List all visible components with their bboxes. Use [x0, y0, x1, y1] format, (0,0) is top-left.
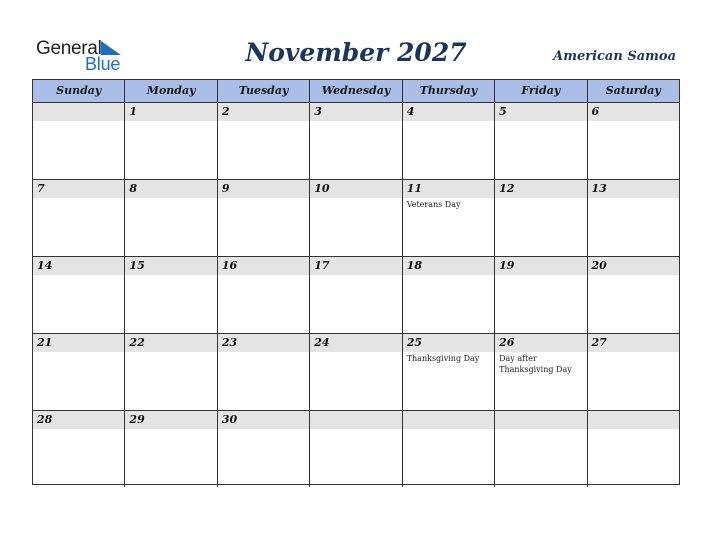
day-number: 1	[125, 103, 216, 121]
day-cell[interactable]	[218, 334, 310, 410]
weekday-monday: Monday	[125, 80, 217, 102]
day-number: 27	[588, 334, 679, 352]
weeks-container	[33, 103, 679, 487]
day-number: 7	[33, 180, 124, 198]
holiday-label: Veterans Day	[406, 200, 461, 209]
weekday-header	[33, 80, 679, 103]
day-number	[495, 411, 586, 429]
day-number	[403, 411, 494, 429]
day-number: 10	[310, 180, 401, 198]
day-cell[interactable]	[33, 411, 125, 487]
day-cell[interactable]	[33, 180, 125, 256]
day-cell[interactable]	[33, 103, 125, 179]
day-cell[interactable]	[310, 411, 402, 487]
day-cell[interactable]	[310, 334, 402, 410]
day-number: 12	[495, 180, 586, 198]
day-number: 19	[495, 257, 586, 275]
day-number: 6	[588, 103, 679, 121]
day-number: 9	[218, 180, 309, 198]
day-cell[interactable]	[588, 334, 679, 410]
day-number	[310, 411, 401, 429]
day-number: 11	[403, 180, 494, 198]
day-number	[33, 103, 124, 121]
day-cell[interactable]	[495, 180, 587, 256]
day-number: 20	[588, 257, 679, 275]
day-number: 13	[588, 180, 679, 198]
day-cell[interactable]	[588, 103, 679, 179]
day-cell[interactable]	[403, 411, 495, 487]
day-cell[interactable]	[495, 103, 587, 179]
day-cell[interactable]	[310, 103, 402, 179]
calendar-grid	[32, 79, 680, 485]
day-number: 16	[218, 257, 309, 275]
day-number: 23	[218, 334, 309, 352]
day-number: 28	[33, 411, 124, 429]
day-cell[interactable]	[495, 334, 587, 410]
day-cell[interactable]	[33, 257, 125, 333]
day-cell[interactable]	[403, 103, 495, 179]
day-cell[interactable]	[588, 180, 679, 256]
day-number: 3	[310, 103, 401, 121]
day-number: 22	[125, 334, 216, 352]
region-name: American Samoa	[553, 49, 676, 64]
weekday-thursday: Thursday	[403, 80, 495, 102]
day-number: 4	[403, 103, 494, 121]
day-number: 14	[33, 257, 124, 275]
day-cell[interactable]	[218, 103, 310, 179]
day-cell[interactable]	[403, 180, 495, 256]
day-cell[interactable]	[125, 411, 217, 487]
weekday-wednesday: Wednesday	[310, 80, 402, 102]
day-cell[interactable]	[495, 257, 587, 333]
day-cell[interactable]	[125, 334, 217, 410]
day-cell[interactable]	[588, 411, 679, 487]
logo-text-general: General	[36, 38, 102, 59]
day-number: 2	[218, 103, 309, 121]
day-number: 30	[218, 411, 309, 429]
weekday-tuesday: Tuesday	[218, 80, 310, 102]
day-cell[interactable]	[218, 411, 310, 487]
day-number: 17	[310, 257, 401, 275]
day-number: 21	[33, 334, 124, 352]
weekday-friday: Friday	[495, 80, 587, 102]
day-number: 25	[403, 334, 494, 352]
day-number: 18	[403, 257, 494, 275]
day-number	[588, 411, 679, 429]
holiday-label: Thanksgiving Day	[406, 354, 480, 363]
weekday-saturday: Saturday	[605, 84, 661, 97]
day-number: 29	[125, 411, 216, 429]
holiday-label: Day after Thanksgiving Day	[499, 354, 572, 374]
day-cell[interactable]	[125, 180, 217, 256]
day-number: 26	[495, 334, 586, 352]
day-number: 5	[495, 103, 586, 121]
day-cell[interactable]	[310, 257, 402, 333]
day-number: 15	[125, 257, 216, 275]
day-cell[interactable]	[33, 334, 125, 410]
day-cell[interactable]	[125, 103, 217, 179]
day-cell[interactable]	[218, 257, 310, 333]
week-row	[33, 103, 679, 180]
day-number: 8	[125, 180, 216, 198]
day-cell[interactable]	[125, 257, 217, 333]
week-row	[33, 180, 679, 257]
week-row	[33, 334, 679, 411]
day-cell[interactable]	[310, 180, 402, 256]
day-cell[interactable]	[495, 411, 587, 487]
day-number: 24	[310, 334, 401, 352]
logo-text-blue: Blue	[85, 54, 121, 74]
calendar-title: November 2027	[245, 38, 467, 67]
day-cell[interactable]	[218, 180, 310, 256]
day-cell[interactable]	[403, 334, 495, 410]
day-cell[interactable]	[403, 257, 495, 333]
week-row	[33, 411, 679, 487]
week-row	[33, 257, 679, 334]
day-cell[interactable]	[588, 257, 679, 333]
weekday-sunday: Sunday	[33, 80, 125, 102]
